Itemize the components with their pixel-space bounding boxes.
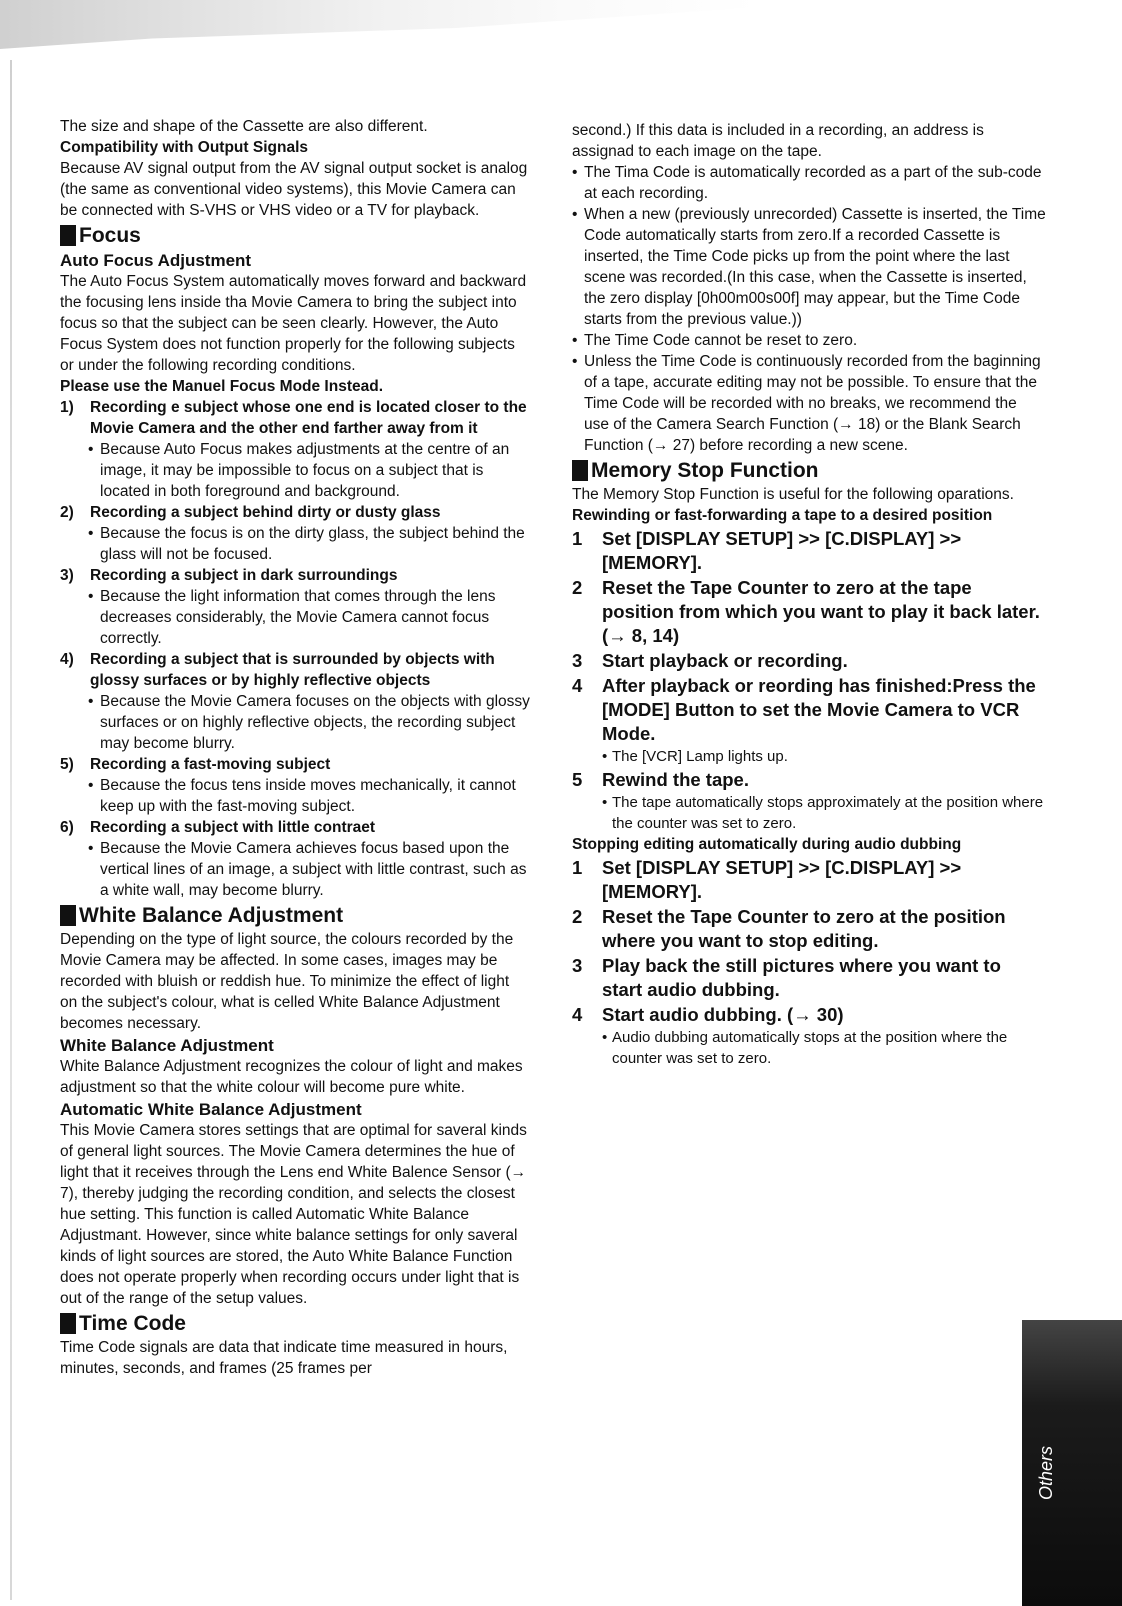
item-title: Recording a fast-moving subject xyxy=(90,756,331,773)
bullet-text: The Time Code cannot be reset to zero. xyxy=(584,332,858,349)
bullet-icon: • xyxy=(572,332,578,349)
rewind-heading: Rewinding or fast-forwarding a tape to a desired position xyxy=(572,507,993,524)
item-bullet: Because the focus tens inside moves mechanically, it cannot keep up with the fast-moving subject. xyxy=(100,777,516,815)
item-bullet: Because Auto Focus makes adjustments at the centre of an image, it may be impossible to focus on a subject that is located in both foreground and background. xyxy=(100,441,510,500)
item-number: 4) xyxy=(60,651,74,668)
item-number: 3) xyxy=(60,567,74,584)
list-item xyxy=(572,351,1046,456)
step-text: Play back the still pictures where you want to start audio dubbing. xyxy=(602,955,1001,1000)
intro-line: The size and shape of the Cassette are also different. xyxy=(60,118,428,135)
step-number: 4 xyxy=(572,1004,583,1025)
list-item xyxy=(60,754,530,817)
step-item xyxy=(572,576,1046,648)
heading-square-icon xyxy=(60,1313,76,1334)
step-number: 3 xyxy=(572,955,583,976)
item-bullet: Because the focus is on the dirty glass, the subject behind the glass will not be focused. xyxy=(100,525,525,563)
ms-text: The Memory Stop Function is useful for the following oparations. xyxy=(572,486,1014,503)
bullet-text: Unless the Time Code is continuously recorded from the baginning of a tape, accurate editing may not be possible. To ensure that the Time Code will be recorded with no breaks, we recommend the use of the Camera Search Function (→ 18) or the Blank Search Function (→ 27) before recording a new scene. xyxy=(584,353,1041,454)
step-item xyxy=(572,954,1046,1002)
step-bullet xyxy=(602,746,1046,767)
bullet-text: When a new (previously unrecorded) Cassette is inserted, the Time Code automatically starts from zero.If a recorded Cassette is inserted, the Time Code picks up from the point where the last scene was recorded.(In this case, when the Cassette is inserted, the zero display [0h00m00s00f] may appear, but the Time Code starts from the previous value.)) xyxy=(584,206,1046,328)
item-number: 1) xyxy=(60,399,74,416)
item-title: Recording a subject that is surrounded by objects with glossy surfaces or by highly reflective objects xyxy=(90,651,495,689)
scan-edge xyxy=(10,60,12,1600)
bullet-icon: • xyxy=(88,840,94,857)
list-item xyxy=(60,397,530,502)
bullet-icon: • xyxy=(602,794,608,811)
bullet-icon: • xyxy=(572,206,578,223)
heading-square-icon xyxy=(60,905,76,926)
list-item xyxy=(572,204,1046,330)
step-bullet-text: The tape automatically stops approximately at the position where the counter was set to zero. xyxy=(612,794,1044,832)
heading-label: White Balance Adjustment xyxy=(79,904,344,927)
list-item xyxy=(572,330,1046,351)
step-item xyxy=(572,674,1046,746)
item-bullet: Because the light information that comes through the lens decreases considerably, the Movie Camera cannot focus correctly. xyxy=(100,588,496,647)
list-item xyxy=(60,502,530,565)
item-title: Recording a subject with little contraet xyxy=(90,819,376,836)
left-column xyxy=(60,116,530,1379)
step-number: 2 xyxy=(572,906,583,927)
step-bullet-text: Audio dubbing automatically stops at the position where the counter was set to zero. xyxy=(612,1029,1008,1067)
section-heading-time-code xyxy=(60,1310,530,1337)
compat-heading: Compatibility with Output Signals xyxy=(60,139,308,156)
step-text: Set [DISPLAY SETUP] >> [C.DISPLAY] >> [MEMORY]. xyxy=(602,857,962,902)
side-tab-label: Others xyxy=(1036,1445,1056,1500)
wb-sub-text: White Balance Adjustment recognizes the colour of light and makes adjustment so that the white colour will become pure white. xyxy=(60,1058,523,1096)
item-title: Recording a subject in dark surroundings xyxy=(90,567,398,584)
heading-square-icon xyxy=(60,225,76,246)
step-item xyxy=(572,905,1046,953)
heading-label: Time Code xyxy=(79,1312,186,1335)
bullet-text: The Tima Code is automatically recorded as a part of the sub-code at each recording. xyxy=(584,164,1042,202)
step-item xyxy=(572,856,1046,904)
af-heading: Auto Focus Adjustment xyxy=(60,251,252,270)
bullet-icon: • xyxy=(88,441,94,458)
right-column xyxy=(572,120,1046,1069)
step-bullet xyxy=(602,1027,1046,1069)
item-number: 5) xyxy=(60,756,74,773)
step-item xyxy=(572,768,1046,792)
bullet-icon: • xyxy=(602,1029,608,1046)
step-text: Start audio dubbing. (→ 30) xyxy=(602,1004,844,1025)
step-number: 4 xyxy=(572,675,583,696)
step-text: Start playback or recording. xyxy=(602,650,848,671)
manual-note: Please use the Manuel Focus Mode Instead. xyxy=(60,378,384,395)
bullet-icon: • xyxy=(88,693,94,710)
list-item xyxy=(60,565,530,649)
step-text: After playback or reording has finished:Press the [MODE] Button to set the Movie Camera to VCR Mode. xyxy=(602,675,1036,744)
bullet-icon: • xyxy=(88,588,94,605)
item-title: Recording e subject whose one end is located closer to the Movie Camera and the other end farther away from it xyxy=(90,399,527,437)
step-bullet-text: The [VCR] Lamp lights up. xyxy=(612,748,788,765)
section-heading-memory-stop xyxy=(572,457,1046,484)
heading-square-icon xyxy=(572,460,588,481)
stop-heading: Stopping editing automatically during audio dubbing xyxy=(572,836,962,853)
item-number: 2) xyxy=(60,504,74,521)
heading-label: Memory Stop Function xyxy=(591,459,819,482)
item-title: Recording a subject behind dirty or dusty glass xyxy=(90,504,441,521)
heading-label: Focus xyxy=(79,224,141,247)
tc-continued: second.) If this data is included in a recording, an address is assignad to each image on the tape. xyxy=(572,122,984,160)
item-bullet: Because the Movie Camera focuses on the objects with glossy surfaces or on highly reflective objects, the recording subject may become blurry. xyxy=(100,693,530,752)
item-number: 6) xyxy=(60,819,74,836)
section-heading-focus xyxy=(60,222,530,249)
af-text: The Auto Focus System automatically moves forward and backward the focusing lens inside tha Movie Camera to bring the subject into focus so that the subject can be seen clearly. However, the Auto Focus System does not function properly for the following subjects or under the following recording conditions. xyxy=(60,273,527,374)
stop-steps xyxy=(572,856,1046,1069)
scan-shadow xyxy=(0,0,760,70)
wb-text: Depending on the type of light source, the colours recorded by the Movie Camera may be affected. In some cases, images may be recorded with bluish or reddish hue. To minimize the effect of light on the subject's colour, what is celled White Balance Adjustment becomes necessary. xyxy=(60,931,514,1032)
side-tab-others xyxy=(1022,1320,1122,1606)
step-number: 1 xyxy=(572,528,583,549)
step-number: 5 xyxy=(572,769,583,790)
step-text: Set [DISPLAY SETUP] >> [C.DISPLAY] >> [MEMORY]. xyxy=(602,528,962,573)
step-item xyxy=(572,527,1046,575)
step-number: 1 xyxy=(572,857,583,878)
step-text: Reset the Tape Counter to zero at the tape position from which you want to play it back later. (→ 8, 14) xyxy=(602,577,1040,646)
bullet-icon: • xyxy=(572,353,578,370)
awb-heading: Automatic White Balance Adjustment xyxy=(60,1100,362,1119)
tc-text: Time Code signals are data that indicate time measured in hours, minutes, seconds, and frames (25 frames per xyxy=(60,1339,508,1377)
step-number: 3 xyxy=(572,650,583,671)
wb-sub-heading: White Balance Adjustment xyxy=(60,1036,274,1055)
list-item xyxy=(60,649,530,754)
step-number: 2 xyxy=(572,577,583,598)
bullet-icon: • xyxy=(572,164,578,181)
item-bullet: Because the Movie Camera achieves focus based upon the vertical lines of an image, a subject with little contrast, such as a white wall, may become blurry. xyxy=(100,840,527,899)
focus-list xyxy=(60,397,530,901)
awb-text: This Movie Camera stores settings that are optimal for saveral kinds of general light sources. The Movie Camera determines the hue of light that it receives through the Lens end White Balence Sensor (→ 7), thereby judging the recording condition, and selects the closest hue setting. This function is called Automatic White Balance Adjustmant. However, since white balance settings for only saveral kinds of light sources are stored, the Auto White Balance Function does not operate properly when recording occurs under light that is out of the range of the setup values. xyxy=(60,1122,527,1307)
step-item xyxy=(572,1003,1046,1027)
step-text: Reset the Tape Counter to zero at the position where you want to stop editing. xyxy=(602,906,1006,951)
rewind-steps xyxy=(572,527,1046,834)
step-text: Rewind the tape. xyxy=(602,769,749,790)
bullet-icon: • xyxy=(88,525,94,542)
list-item xyxy=(60,817,530,901)
step-bullet xyxy=(602,792,1046,834)
compat-text: Because AV signal output from the AV signal output socket is analog (the same as conventional video systems), this Movie Camera can be connected with S-VHS or VHS video or a TV for playback. xyxy=(60,160,528,219)
bullet-icon: • xyxy=(602,748,608,765)
tc-bullet-list xyxy=(572,162,1046,456)
list-item xyxy=(572,162,1046,204)
bullet-icon: • xyxy=(88,777,94,794)
section-heading-white-balance xyxy=(60,902,530,929)
step-item xyxy=(572,649,1046,673)
